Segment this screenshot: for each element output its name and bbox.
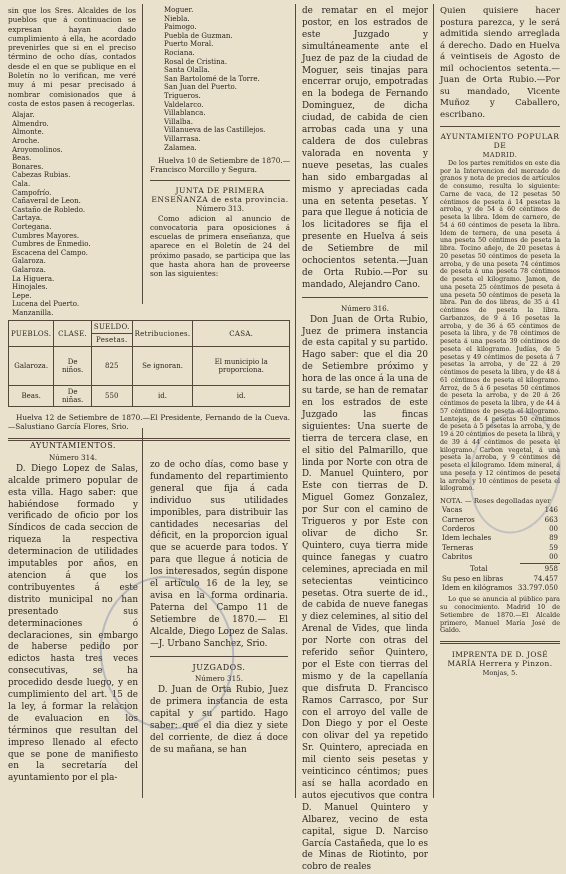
town-list-item: Villablanca. (164, 109, 206, 118)
town-list-item: Paimogo. (164, 23, 197, 32)
town-list-item: Aroche. (12, 137, 40, 146)
junta-number: Número 313. (195, 204, 245, 214)
town-list-item: Cortegana. (12, 222, 52, 231)
town-list-item: Puebla de Guzman. (164, 31, 233, 40)
fincas-text: Don Juan de Orta Rubio, Juez de primera instancia de esta capital y su partido. Hago saber: que el dia 20 de Setiembre próximo y hora de las once á la una de su tarde, se han de rematar en los estrados de este Juzgado las fincas siguientes: Una suerte de tierra de tercera clase, en el sitio del Palmarillo, que linda por Norte con otra de D. Manuel Quintero, por Este con tierras de D. Miguel Gomez Gonzalez, por Sur con el camino de Trigueros y por Este con olivar de dicho Sr. Quintero, cuya tierra mide quince fanegas y cuatro celemines, apreciada en mil setecientas veinticinco pesetas. Otra suerte de id., de cabida de nueve fanegas y diez celemines, al sitio del Arenal de Vides, que linda por Norte con otras del referido señor Quintero, por el Este con tierras del mismo y de la capellanía que disfruta D. Francisco Ramos Carrasco, por Sur con el arroyo del valle de Don Diego y por el Oeste con olivar del ya repetido Sr. Quintero, apreciada en mil ciento seis pesetas y veinticinco céntimos; pues así se halla acordado en autos ejecutivos que contra D. Manuel Quintero y Albarez, vecino de esta capital, sigue D. Narciso García Castañeda, que lo es de Minas de Riotinto, por cobro de reales (302, 314, 428, 873)
col-header-casa: CASA. (193, 321, 290, 347)
postura-text: Quien quisiere hacer postura parezca, y le será admitida siendo arreglada á derecho. Dado en Huelva á veintiseis de Agosto de mil ochocientos setenta.—Juan de Orta Rubio.—Por su mandado, Vicente Muñoz y Caballero, escribano. (440, 6, 560, 120)
town-list-item: Zalamea. (164, 143, 197, 152)
town-list-item: Rociana. (164, 48, 195, 57)
town-list-item: La Higuera. (12, 274, 55, 283)
table-row (440, 584, 560, 593)
town-list-item: Niebla. (164, 14, 190, 23)
town-list-item: Puerto Moral. (164, 40, 214, 49)
town-list-item: Aroyomolinos. (12, 145, 63, 154)
remate-number: Número 316. (340, 303, 390, 313)
schools-table-wrap (8, 320, 290, 447)
madrid-title: AYUNTAMIENTO POPULAR DE (440, 132, 560, 151)
reses-value: 00 (549, 552, 558, 561)
reses-value: 663 (544, 515, 558, 524)
juzgados-text: D. Juan de Orta Rubio, Juez de primera instancia de esta capital y su partido. Hago saber: que el dia diez y siete del corriente, de diez á doce de su mañana, se han (150, 685, 288, 755)
town-list-item: Lucena del Puerto. (12, 300, 80, 309)
column-divider (142, 4, 143, 304)
town-list-item: Galaroza. (12, 257, 46, 266)
peso-libras-value: 74.457 (533, 574, 558, 583)
precios-text: De los partes remitidos en este dia por la Intervencion del mercado de granos y nota de precios de artículos de consumo, resulta lo siguiente: Carne de vaca, de 12 pesetas 50 céntimos de peseta á 14 pesetas la arroba, y de 54 á 60 céntimos de peseta la libra. Idem de carnero, de 54 á 60 céntimos de peseta la libra. Idem de ternera, de una peseta á una peseta 50 céntimos de peseta la libra. Tocino añejo, de 20 pesetas á 20 pesetas 50 céntimos de peseta la arroba, y de una peseta 74 céntimos de peseta á una peseta 78 céntimos de peseta el kilogramo. Jamon, de una peseta 25 céntimos de peseta á una peseta 50 céntimos de peseta la libra. Pan de dos libras, de 35 á 41 céntimos de peseta la libra. Garbanzos, de 9 á 16 pesetas la arroba, y de 36 á 65 céntimos de peseta la libra, y de 78 céntimos de peseta á una peseta 39 céntimos de peseta el kilogramo. Judías, de 5 pesetas y 49 céntimos de peseta á 7 pesetas la arroba, y de 22 á 29 céntimos de peseta la libra, y de 48 á 61 céntimos de peseta el kilogramo. Arroz, de 5 á 6 pesetas 50 céntimos de peseta la arroba, y de 20 á 26 céntimos de peseta la libra, y de 44 á 57 céntimos de peseta el kilogramo. Lentejas, de 4 pesetas 50 céntimos de peseta á 5 pesetas la arroba, y de 19 á 20 céntimos de peseta la libra, y de 39 á 44 céntimos de peseta el kilogramo. Carbon vegetal, á una peseta la arroba, y 9 céntimos de peseta el kilogramo. Idem mineral, á una peseta y 12 céntimos de peseta la arroba y 10 céntimos de peseta el kilogramo. (440, 159, 560, 493)
imprenta-name: IMPRENTA DE D. JOSÉ MARÍA Herrera y Pinzon. (447, 650, 553, 669)
table-cell: id. (193, 386, 290, 407)
table-row (440, 544, 560, 553)
closing-text: Lo que se anuncia al público para su conocimiento. Madrid 10 de Setiembre de 1870.—El Alcalde primero, Manuel María José de Galdo. (440, 595, 560, 635)
table-row (440, 575, 560, 584)
reses-value: 59 (549, 543, 558, 552)
town-list-item: Manzanilla. (12, 308, 54, 317)
col-header-sueldo: SUELDO. (91, 321, 132, 334)
table-cell: El municipio la proporciona. (193, 347, 290, 386)
reses-label: Cabritos (442, 552, 473, 561)
town-list-item: Villalba. (164, 117, 193, 126)
town-list-item: San Juan del Puerto. (164, 83, 237, 92)
table-footer: Huelva 12 de Setiembre de 1870.—El Presidente, Fernando de la Cueva.—Salustiano García Flores, Srio. (8, 413, 290, 432)
town-list-item: Bonares. (12, 162, 44, 171)
column-divider (433, 4, 434, 798)
column-2-top (150, 6, 290, 279)
total-label: Total (470, 565, 488, 574)
town-list-1 (8, 111, 136, 317)
ayuntamientos-text: D. Diego Lopez de Salas, alcalde primero popular de esta villa. Hago saber: que habiéndose formado y verificado de oficio por los Síndicos de cada seccion de riqueza la respectiva determinacion de utilidades imputables por años, en atencion á que los contribuyentes á este distrito municipal no han presentado sus determinaciones ó declaraciones, sin embargo de haberse pedido por edictos hasta tres veces consecutivas, se ha procedido desde luego, y en cumplimiento del art. 15 de la ley, á formar la relacion de evaluacion en los términos que resultan del impreso llenado al efecto que se pone de manifiesto en la secretaría del ayuntamiento por el pla- (8, 463, 138, 784)
town-list-item: Alajar. (12, 111, 35, 120)
town-list-item: Cala. (12, 180, 31, 189)
section-divider (150, 180, 290, 181)
peso-kilos-value: 33.797.050 (517, 583, 558, 592)
town-list-item: Villanueva de las Castillejos. (164, 126, 266, 135)
totals-table (440, 565, 560, 593)
reses-label: Terneras (442, 543, 474, 552)
reses-value: 89 (549, 534, 558, 543)
intro-text: sin que los Sres. Alcaldes de los pueblos que á continuacion se expresan hayan dado cumplimiento á ella, he acordado prevenirles que si en el preciso término de ocho días, contados desde el en que se publique en el Boletín no lo verifican, me veré muy á mi pesar precisado á nombrar comisionados que á costa de estos pasen á recogerlas. (8, 6, 136, 108)
ayuntamientos-number: Número 314. (48, 452, 98, 462)
town-list-item: Cumbres de Enmedio. (12, 240, 91, 249)
reses-label: Corderos (442, 525, 475, 534)
town-list-item: San Bartolomé de la Torre. (164, 74, 260, 83)
reses-label: Carneros (442, 515, 475, 524)
schools-table (8, 320, 290, 407)
town-list-item: Rosal de Cristina. (164, 57, 228, 66)
town-list-item: Lepe. (12, 291, 32, 300)
madrid-subtitle: MADRID. (482, 150, 518, 159)
town-list-item: Galaroza. (12, 265, 46, 274)
reses-label: Idem lechales (442, 534, 492, 543)
town-list-item: Valdelarco. (164, 100, 204, 109)
nota-heading: NOTA. — Reses degolladas ayer (440, 497, 551, 506)
town-list-item: Escacena del Campo. (12, 248, 88, 257)
table-cell: id. (132, 386, 193, 407)
table-cell: 825 (91, 347, 132, 386)
peso-kilos-label: Idem en kilógramos (442, 583, 513, 592)
table-row (440, 553, 560, 562)
ayuntamientos-title: AYUNTAMIENTOS. (30, 441, 116, 450)
table-row (9, 386, 290, 407)
reses-value: 00 (549, 525, 558, 534)
town-list-item: Villarrasa. (164, 134, 201, 143)
imprenta-address: Monjas, 5. (482, 668, 518, 677)
total-value: 958 (544, 565, 558, 574)
table-row (9, 347, 290, 386)
town-list-item: Cabezas Rubias. (12, 171, 71, 180)
column-divider (295, 4, 296, 798)
town-list-item: Hinojales. (12, 283, 48, 292)
col-header-retribuciones: Retribuciones. (132, 321, 193, 347)
column-1-top (8, 6, 136, 318)
town-list-item: Beas. (12, 154, 32, 163)
town-list-item: Castaño de Robledo. (12, 205, 86, 214)
table-cell: 550 (91, 386, 132, 407)
column-4 (440, 6, 560, 678)
town-list-item: Cañaveral de Leon. (12, 197, 81, 206)
col-header-clase: CLASE. (54, 321, 92, 347)
col-header-pesetas: Pesetas. (91, 334, 132, 347)
town-list-2 (150, 6, 290, 152)
sum-rule (520, 563, 560, 564)
table-cell: Se ignoran. (132, 347, 193, 386)
column-3 (302, 6, 428, 874)
section-divider (302, 297, 428, 298)
reses-value: 146 (544, 506, 558, 515)
ayuntamientos-text-cont: zo de ocho días, como base y fundamento del repartimiento general que fija á cada individuo sus utilidades imponibles, para distribuir las cantidades necesarias del déficit, en la proporcion igual que se acuerde para todos. Y para que llegue á noticia de los interesados, según dispone el artículo 16 de la ley, se avisa en la forma ordinaria. Paterna del Campo 11 de Setiembre de 1870.— El Alcalde, Diego Lopez de Salas.—J. Urbano Sanchez, Srio. (150, 460, 288, 649)
table-cell: Galaroza. (9, 347, 54, 386)
juzgados-title: JUZGADOS. (192, 662, 246, 672)
junta-title: JUNTA DE PRIMERA ENSEÑANZA de esta provincia. (151, 185, 289, 204)
remate-text: de rematar en el mejor postor, en los estrados de este Juzgado y simultáneamente ante el Juez de paz de la ciudad de Moguer, seis tinajas para encerrar orujo, empotradas en la bodega de Fernando Dominguez, de dicha ciudad, de cabida de cien arrobas cada una y una caldera de dos culebras valorada en noventa y nueve pesetas, las cuales han sido embargadas al mismo y apreciadas cada una en setenta pesetas. Y para que llegue á noticia de los licitadores se fija el presente en Huelva á seis de Setiembre de mil ochocientos setenta.—Juan de Orta Rubio.—Por su mandado, Alejandro Cano. (302, 6, 428, 290)
town-list-item: Campofrío. (12, 188, 52, 197)
table-cell: De niños. (54, 347, 92, 386)
town-list-item: Moguer. (164, 6, 194, 14)
town-list-item: Almendro. (12, 119, 49, 128)
table-cell: De niñas. (54, 386, 92, 407)
peso-libras-label: Su peso en libras (442, 574, 504, 583)
town-list-item: Almonte. (12, 128, 44, 137)
town-list-item: Santa Olalla. (164, 66, 210, 75)
table-cell: Beas. (9, 386, 54, 407)
town-list-item: Cumbres Mayores. (12, 231, 80, 240)
signature-line: Huelva 10 de Setiembre de 1870.—Francisco Morcillo y Segura. (150, 156, 290, 175)
table-row (440, 534, 560, 543)
table-row (440, 565, 560, 574)
town-list-item: Cartaya. (12, 214, 43, 223)
section-divider (440, 641, 560, 644)
junta-text: Como adicion al anuncio de convocatoria para oposiciones á escuelas de primera enseñanza, que aparece en el Boletín de 24 del próximo pasado, se participa que las que hasta ahora han de proveerse son las siguientes: (150, 213, 290, 279)
reses-label: Vacas (442, 506, 463, 515)
juzgados-number: Número 315. (194, 674, 244, 684)
col-header-pueblos: PUEBLOS. (9, 321, 54, 347)
section-divider (440, 126, 560, 127)
town-list-item: Trigueros. (164, 91, 201, 100)
